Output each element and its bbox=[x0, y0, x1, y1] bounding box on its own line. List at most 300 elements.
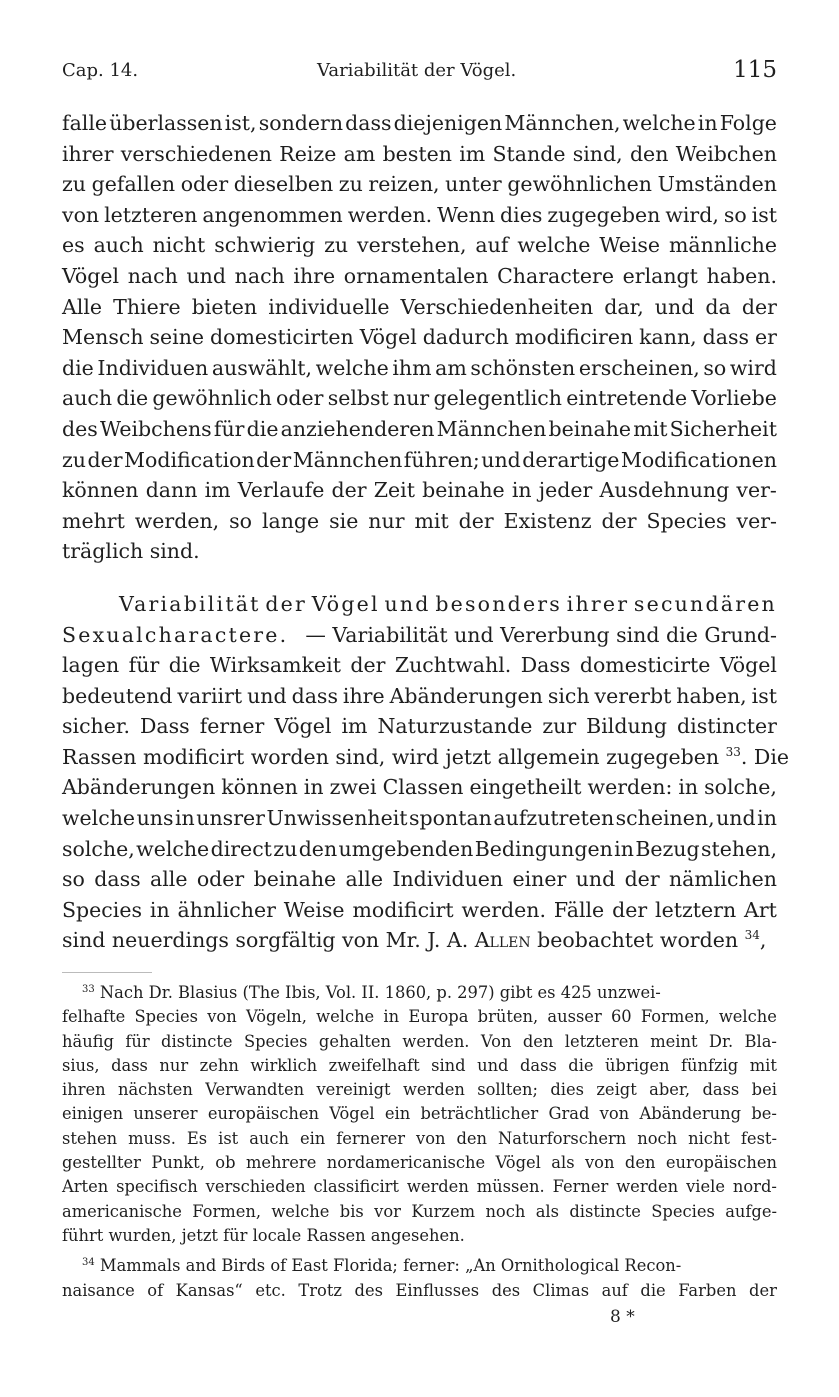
word: der bbox=[256, 447, 292, 472]
word: werden, bbox=[134, 508, 220, 533]
word: alle bbox=[149, 867, 188, 892]
word: secundären bbox=[633, 591, 777, 616]
word: und bbox=[384, 591, 431, 616]
text-line bbox=[62, 620, 777, 651]
word: Species bbox=[62, 897, 142, 922]
word: Modificationen bbox=[620, 447, 777, 472]
word: Weise bbox=[599, 233, 661, 258]
word: stehen, bbox=[701, 836, 777, 861]
word: eingetheilt bbox=[469, 775, 582, 800]
word: vor bbox=[374, 1201, 401, 1221]
word: des bbox=[354, 1280, 383, 1300]
word: und bbox=[477, 1055, 509, 1075]
word: Reize bbox=[279, 141, 337, 166]
footnote-line bbox=[62, 1127, 777, 1151]
word: werden. bbox=[347, 202, 433, 227]
text-fragment: . Die bbox=[740, 744, 790, 769]
word: zur bbox=[542, 714, 577, 739]
text-fragment: Nach Dr. Blasius (The Ibis, Vol. II. 1860, p. 297) gibt es 425 unzwei- bbox=[99, 983, 661, 1002]
footnote-separator bbox=[62, 972, 152, 973]
word: zwei bbox=[329, 775, 377, 800]
word: zu bbox=[338, 172, 363, 197]
text-fragment: , bbox=[759, 928, 767, 953]
text-line bbox=[62, 383, 777, 414]
text-line bbox=[62, 108, 777, 139]
word: individuelle bbox=[268, 294, 390, 319]
word: mehrere bbox=[245, 1153, 317, 1173]
text-fragment: Rassen modificirt worden sind, wird jetzt allgemein zugegeben bbox=[62, 744, 720, 769]
word: seine bbox=[149, 325, 205, 350]
word: für bbox=[128, 653, 160, 678]
word: nur bbox=[368, 508, 405, 533]
word: 60 bbox=[610, 1007, 632, 1027]
word: die bbox=[246, 416, 279, 441]
footnote-line bbox=[62, 1005, 777, 1029]
text-line bbox=[62, 742, 790, 773]
word: sondern bbox=[258, 111, 344, 135]
word: Kurzem bbox=[411, 1201, 476, 1221]
word: der bbox=[265, 591, 307, 616]
word: oder bbox=[276, 386, 324, 411]
word: zugegeben bbox=[547, 202, 661, 227]
running-header bbox=[62, 57, 777, 90]
word: be- bbox=[751, 1104, 777, 1124]
word: Trotz bbox=[298, 1280, 342, 1300]
text-fragment bbox=[82, 981, 661, 1005]
word: Weibchens bbox=[99, 416, 212, 441]
word: scheinen, bbox=[615, 806, 715, 831]
word: dar, bbox=[604, 294, 644, 319]
word: für bbox=[125, 1031, 150, 1051]
word: welche bbox=[517, 233, 591, 258]
word: uns bbox=[136, 806, 174, 831]
word: dieselben bbox=[233, 172, 334, 197]
text-fragment: — Variabilität und Vererbung sind die Grund- bbox=[305, 622, 777, 647]
word: so bbox=[703, 355, 727, 380]
word: dass bbox=[94, 867, 141, 892]
footnote-line bbox=[62, 981, 777, 1005]
word: können bbox=[62, 478, 139, 503]
word: domesticirte bbox=[579, 653, 711, 678]
word: Europa bbox=[408, 1007, 469, 1027]
word: unserer bbox=[133, 1104, 198, 1124]
word: nach bbox=[234, 263, 285, 288]
word: Dass bbox=[139, 714, 190, 739]
word: Zuchtwahl. bbox=[394, 653, 512, 678]
word: mit bbox=[633, 416, 668, 441]
word: in bbox=[383, 1007, 400, 1027]
word: Bezug bbox=[635, 836, 700, 861]
word: am bbox=[343, 141, 376, 166]
word: gestellter bbox=[62, 1153, 141, 1173]
word: Modification bbox=[123, 447, 255, 472]
word: ver- bbox=[736, 478, 777, 503]
word: ihre bbox=[293, 263, 336, 288]
word: zehn bbox=[199, 1055, 239, 1075]
word: beträchtlicher bbox=[420, 1104, 539, 1124]
word: specifisch bbox=[116, 1177, 198, 1197]
word: Art bbox=[744, 897, 777, 922]
word: in bbox=[697, 111, 718, 135]
word: Vögeln, bbox=[245, 1007, 307, 1027]
word: brüten, bbox=[477, 1007, 539, 1027]
word: erscheinen, bbox=[578, 355, 700, 380]
word: Species bbox=[646, 508, 727, 533]
word: führen; bbox=[403, 447, 480, 472]
word: den bbox=[624, 1153, 656, 1173]
word: nordamericanische bbox=[326, 1153, 486, 1173]
word: der bbox=[749, 1280, 777, 1300]
word: Ausdehnung bbox=[599, 478, 730, 503]
word: ornamentalen bbox=[343, 263, 489, 288]
word: noch bbox=[637, 1128, 678, 1148]
word: die bbox=[116, 386, 149, 411]
word: falle bbox=[62, 111, 108, 135]
word: erlangt bbox=[622, 263, 698, 288]
word: und bbox=[186, 263, 226, 288]
word: mit bbox=[749, 1055, 777, 1075]
text-line bbox=[62, 864, 777, 895]
word: naisance bbox=[62, 1280, 135, 1300]
word: beinahe bbox=[253, 867, 337, 892]
word: ein bbox=[384, 1104, 411, 1124]
footnote-line bbox=[62, 1200, 777, 1224]
word: in bbox=[175, 806, 195, 831]
word: unter bbox=[445, 172, 502, 197]
word: Unwissenheit bbox=[266, 806, 408, 831]
word: unsrer bbox=[196, 806, 265, 831]
text-fragment: beobachtet worden bbox=[537, 928, 739, 953]
word: verschieden bbox=[205, 1177, 306, 1197]
footnote-line bbox=[62, 1279, 777, 1303]
word: welche bbox=[136, 836, 210, 861]
word: der bbox=[87, 447, 123, 472]
word: distincter bbox=[677, 714, 777, 739]
word: dass bbox=[519, 1055, 557, 1075]
word: welche bbox=[315, 355, 389, 380]
word: ist, bbox=[224, 111, 257, 135]
word: wirklich bbox=[250, 1055, 318, 1075]
word: Einflusses bbox=[395, 1280, 480, 1300]
word: nämlichen bbox=[668, 867, 777, 892]
word: wird, bbox=[665, 202, 719, 227]
word: Grad bbox=[548, 1104, 590, 1124]
word: vererbt bbox=[594, 683, 672, 708]
word: gewöhnlich bbox=[152, 386, 272, 411]
text-line bbox=[62, 681, 777, 712]
word: spontan bbox=[409, 806, 492, 831]
word: die bbox=[568, 1055, 594, 1075]
word: den bbox=[522, 1031, 554, 1051]
word: in bbox=[757, 806, 777, 831]
word: bei bbox=[751, 1080, 777, 1100]
text-line bbox=[62, 322, 777, 353]
text-line bbox=[62, 506, 777, 537]
word: werden bbox=[402, 1080, 465, 1100]
word: auswählt, bbox=[211, 355, 313, 380]
word: bis bbox=[339, 1201, 364, 1221]
text-fragment bbox=[62, 742, 789, 773]
word: überlassen bbox=[109, 111, 223, 135]
word: Bla- bbox=[744, 1031, 777, 1051]
word: Formen, bbox=[192, 1201, 261, 1221]
word: dass bbox=[345, 111, 392, 135]
word: ihm bbox=[392, 355, 432, 380]
word: und bbox=[716, 806, 756, 831]
word: ver- bbox=[736, 508, 777, 533]
word: Charactere bbox=[497, 263, 614, 288]
word: gelegentlich bbox=[433, 386, 562, 411]
word: Classen bbox=[382, 775, 464, 800]
word: zu bbox=[324, 233, 349, 258]
word: sollten; bbox=[477, 1080, 538, 1100]
text-line bbox=[62, 895, 777, 926]
word: classificirt bbox=[313, 1177, 399, 1197]
word: verstehen, bbox=[357, 233, 467, 258]
word: vereinigt bbox=[316, 1080, 391, 1100]
word: letzteren bbox=[564, 1031, 639, 1051]
word: fest- bbox=[740, 1128, 777, 1148]
word: ausser bbox=[547, 1007, 602, 1027]
word: als bbox=[551, 1153, 575, 1173]
word: übrigen bbox=[605, 1055, 670, 1075]
word: Farben bbox=[678, 1280, 737, 1300]
word: im bbox=[341, 714, 368, 739]
word: besonders bbox=[435, 591, 563, 616]
footnote-line bbox=[62, 1054, 777, 1078]
word: Vögel bbox=[329, 1104, 375, 1124]
word: schönsten bbox=[470, 355, 576, 380]
word: er bbox=[754, 325, 777, 350]
word: der bbox=[624, 867, 660, 892]
word: von bbox=[207, 1007, 237, 1027]
footnote-33 bbox=[62, 981, 777, 1248]
word: stehen bbox=[62, 1128, 118, 1148]
word: einigen bbox=[62, 1104, 124, 1124]
author-name: Allen bbox=[474, 928, 531, 953]
word: die bbox=[62, 355, 94, 380]
word: aufge- bbox=[725, 1201, 777, 1221]
text-line bbox=[62, 414, 777, 445]
word: Formen, bbox=[640, 1007, 710, 1027]
word: von bbox=[599, 1104, 630, 1124]
footnote-line bbox=[62, 1078, 777, 1102]
word: muss. bbox=[128, 1128, 176, 1148]
footnotes bbox=[62, 981, 777, 1303]
word: Abänderung bbox=[639, 1104, 742, 1124]
footnote-line bbox=[62, 1254, 777, 1278]
word: europäischen bbox=[665, 1153, 777, 1173]
word: Alle bbox=[62, 294, 103, 319]
word: auch bbox=[62, 386, 113, 411]
word: Weise bbox=[283, 897, 345, 922]
footnote-line bbox=[62, 1030, 777, 1054]
word: und bbox=[247, 683, 287, 708]
word: Individuen bbox=[97, 355, 209, 380]
word: der bbox=[331, 478, 367, 503]
word: Vögel bbox=[495, 1153, 541, 1173]
word: Abänderungen bbox=[389, 683, 543, 708]
footnote-number: 34 bbox=[82, 1257, 95, 1269]
word: letzteren bbox=[104, 202, 198, 227]
text-line bbox=[62, 925, 777, 956]
word: der bbox=[458, 508, 494, 533]
footnote-34 bbox=[62, 1254, 777, 1303]
text-line bbox=[62, 200, 777, 231]
word: in bbox=[511, 478, 532, 503]
word: ähnlicher bbox=[177, 897, 276, 922]
word: Umständen bbox=[657, 172, 777, 197]
word: in bbox=[614, 836, 634, 861]
word: Mensch bbox=[62, 325, 144, 350]
word: Von bbox=[480, 1031, 512, 1051]
word: im bbox=[204, 478, 231, 503]
word: distincte bbox=[569, 1201, 641, 1221]
word: ihrer bbox=[566, 591, 630, 616]
word: ihren bbox=[62, 1080, 106, 1100]
word: des bbox=[62, 416, 98, 441]
word: anziehenderen bbox=[280, 416, 435, 441]
word: und bbox=[575, 867, 616, 892]
word: ist bbox=[218, 1128, 239, 1148]
text-line bbox=[62, 475, 777, 506]
word: ist bbox=[751, 202, 777, 227]
word: als bbox=[535, 1201, 559, 1221]
main-text bbox=[62, 108, 790, 956]
word: werden: bbox=[587, 775, 673, 800]
text-line bbox=[62, 139, 777, 170]
paragraph-variability bbox=[62, 589, 790, 956]
word: selbst bbox=[327, 386, 389, 411]
word: auf bbox=[601, 1280, 628, 1300]
word: dadurch bbox=[422, 325, 509, 350]
word: umgebenden bbox=[338, 836, 474, 861]
word: ein bbox=[299, 1128, 326, 1148]
word: den bbox=[456, 1128, 488, 1148]
word: angenommen bbox=[202, 202, 343, 227]
text-line bbox=[62, 292, 777, 323]
footnote-number: 33 bbox=[82, 984, 95, 995]
text-fragment: Mammals and Birds of East Florida; ferner: „An Ornithological Recon- bbox=[99, 1256, 682, 1276]
word: fünfzig bbox=[680, 1055, 739, 1075]
text-fragment bbox=[62, 925, 766, 956]
text-line bbox=[62, 772, 777, 803]
word: Variabilität bbox=[119, 591, 261, 616]
word: dies bbox=[500, 202, 543, 227]
word: aufzutreten bbox=[493, 806, 615, 831]
word: Es bbox=[186, 1128, 208, 1148]
word: sie bbox=[329, 508, 359, 533]
word: Dr. bbox=[708, 1031, 734, 1051]
word: dass bbox=[702, 1080, 740, 1100]
word: meint bbox=[650, 1031, 698, 1051]
word: dann bbox=[145, 478, 198, 503]
footnote-line bbox=[62, 1151, 777, 1175]
word: zweifelhaft bbox=[328, 1055, 420, 1075]
word: variirt bbox=[177, 683, 243, 708]
word: den bbox=[629, 141, 669, 166]
word: von bbox=[584, 1153, 615, 1173]
word: und bbox=[481, 447, 521, 472]
word: auf bbox=[475, 233, 509, 258]
footnote-ref-34: 34 bbox=[744, 928, 760, 943]
word: gefallen bbox=[91, 172, 176, 197]
word: oder bbox=[196, 867, 245, 892]
word: Männchen, bbox=[504, 111, 621, 135]
word: und bbox=[654, 294, 695, 319]
word: dies bbox=[550, 1080, 584, 1100]
word: von bbox=[62, 202, 100, 227]
word: dass bbox=[702, 325, 750, 350]
word: Ferner bbox=[552, 1177, 609, 1197]
word: aber, bbox=[649, 1080, 691, 1100]
word: beinahe bbox=[548, 416, 632, 441]
word: Vögel bbox=[719, 653, 777, 678]
word: von bbox=[416, 1128, 446, 1148]
word: besten bbox=[382, 141, 452, 166]
word: zeigt bbox=[596, 1080, 637, 1100]
word: Wenn bbox=[437, 202, 496, 227]
word: diejenigen bbox=[393, 111, 503, 135]
word: nur bbox=[159, 1055, 189, 1075]
word: zu bbox=[273, 836, 298, 861]
word: Individuen bbox=[392, 867, 504, 892]
word: Zeit bbox=[373, 478, 415, 503]
text-line bbox=[62, 445, 777, 476]
word: im bbox=[459, 141, 486, 166]
text-line bbox=[62, 230, 777, 261]
footnote-ref-33: 33 bbox=[725, 744, 741, 759]
word: der bbox=[612, 897, 648, 922]
text-line bbox=[62, 803, 777, 834]
word: wird bbox=[729, 355, 777, 380]
word: direct bbox=[210, 836, 272, 861]
word: die bbox=[168, 653, 201, 678]
word: nur bbox=[393, 386, 430, 411]
word: häufig bbox=[62, 1031, 114, 1051]
word: Existenz bbox=[503, 508, 592, 533]
signature-mark: 8 * bbox=[610, 1307, 635, 1327]
word: Verschiedenheiten bbox=[400, 294, 594, 319]
word: werden bbox=[406, 1177, 469, 1197]
text-line bbox=[62, 353, 777, 384]
word: müssen. bbox=[476, 1177, 545, 1197]
word: alle bbox=[345, 867, 383, 892]
word: of bbox=[147, 1280, 164, 1300]
text-line bbox=[62, 169, 777, 200]
word: sind bbox=[431, 1055, 466, 1075]
word: nicht bbox=[688, 1128, 730, 1148]
word: haben. bbox=[706, 263, 777, 288]
word: können bbox=[221, 775, 298, 800]
word: Kansas“ bbox=[175, 1280, 243, 1300]
word: werden. bbox=[402, 1031, 470, 1051]
word: so bbox=[229, 508, 253, 533]
running-title: Variabilität der Vögel. bbox=[317, 60, 517, 81]
word: welche bbox=[316, 1007, 375, 1027]
word: welche bbox=[271, 1201, 330, 1221]
word: Climas bbox=[532, 1280, 590, 1300]
text-line bbox=[62, 650, 777, 681]
word: Weibchen bbox=[675, 141, 777, 166]
word: kann, bbox=[639, 325, 697, 350]
word: Folge bbox=[719, 111, 777, 135]
footnote-line bbox=[62, 1102, 777, 1126]
section-heading-cont: Sexualcharactere. bbox=[62, 622, 289, 647]
word: in bbox=[678, 775, 699, 800]
word: Naturzustande bbox=[377, 714, 533, 739]
word: für bbox=[213, 416, 245, 441]
